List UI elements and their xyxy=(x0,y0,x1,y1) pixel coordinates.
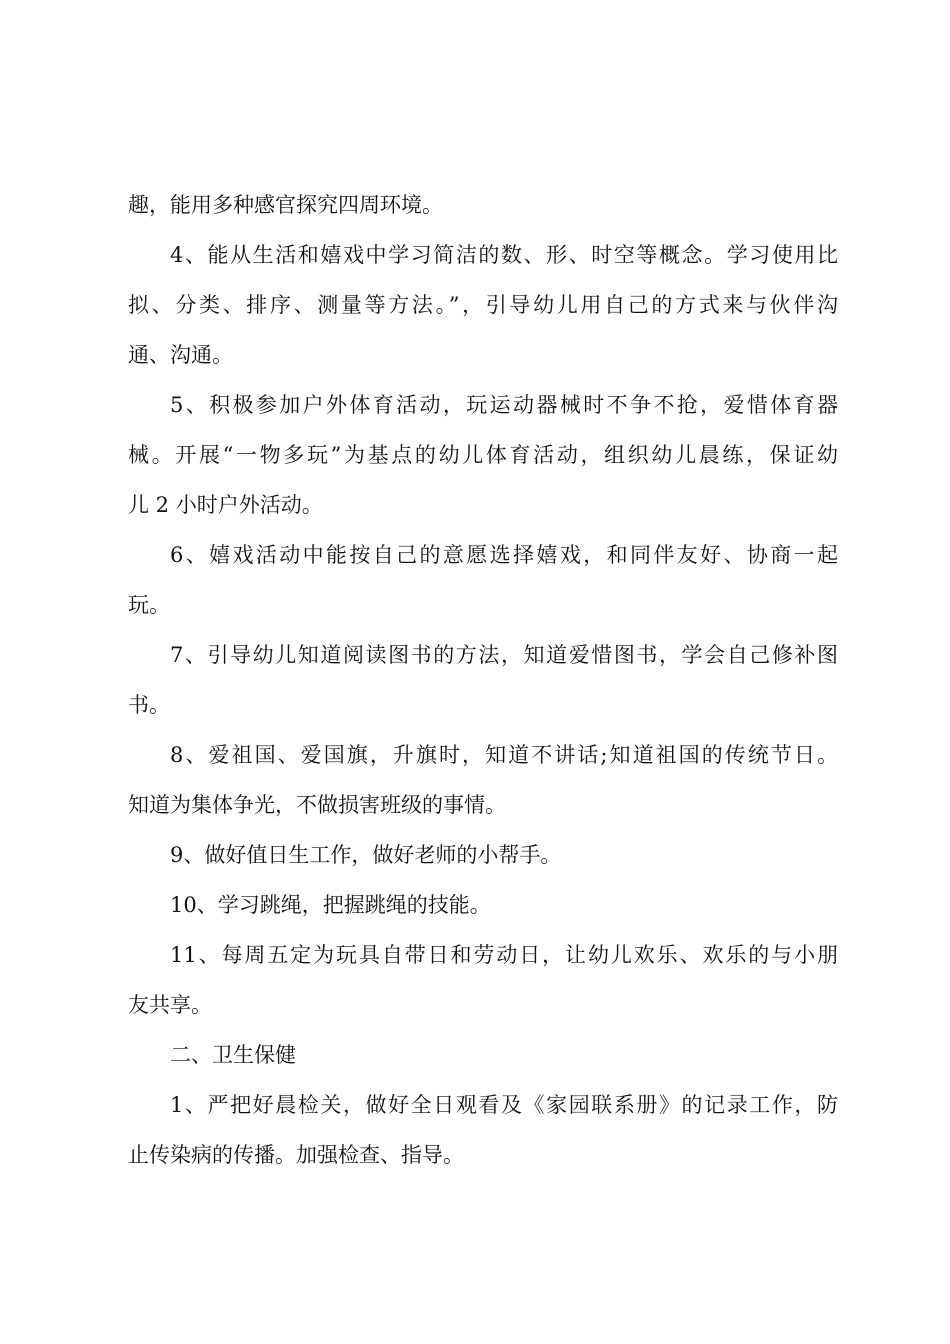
text-line: 知道为集体争光，不做损害班级的事情。 xyxy=(128,793,506,817)
text-line: 5、积极参加户外体育活动，玩运动器械时不争不抢，爱惜体育器 xyxy=(170,393,838,417)
text-line: 8、爱祖国、爱国旗，升旗时，知道不讲话;知道祖国的传统节日。 xyxy=(170,743,838,767)
text-line: 械。开展“一物多玩”为基点的幼儿体育活动，组织幼儿晨练，保证幼 xyxy=(128,443,838,467)
text-line: 11、每周五定为玩具自带日和劳动日，让幼儿欢乐、欢乐的与小朋 xyxy=(170,943,838,967)
text-line: 10、学习跳绳，把握跳绳的技能。 xyxy=(170,893,491,917)
text-line: 7、引导幼儿知道阅读图书的方法，知道爱惜图书，学会自己修补图 xyxy=(170,643,838,667)
text-line: 友共享。 xyxy=(128,993,212,1017)
text-line: 6、嬉戏活动中能按自己的意愿选择嬉戏，和同伴友好、协商一起 xyxy=(170,543,838,567)
text-line: 拟、分类、排序、测量等方法。”，引导幼儿用自己的方式来与伙伴沟 xyxy=(128,293,838,317)
text-line: 通、沟通。 xyxy=(128,343,233,367)
text-line: 儿 2 小时户外活动。 xyxy=(128,493,323,517)
text-line: 4、能从生活和嬉戏中学习简洁的数、形、时空等概念。学习使用比 xyxy=(170,243,838,267)
text-line: 玩。 xyxy=(128,593,170,617)
text-line: 1、严把好晨检关，做好全日观看及《家园联系册》的记录工作，防 xyxy=(170,1093,838,1117)
section-heading: 二、卫生保健 xyxy=(170,1043,296,1067)
text-line: 9、做好值日生工作，做好老师的小帮手。 xyxy=(170,843,562,867)
text-line: 止传染病的传播。加强检查、指导。 xyxy=(128,1143,464,1167)
text-line: 书。 xyxy=(128,693,170,717)
text-line: 趣，能用多种感官探究四周环境。 xyxy=(128,193,443,217)
